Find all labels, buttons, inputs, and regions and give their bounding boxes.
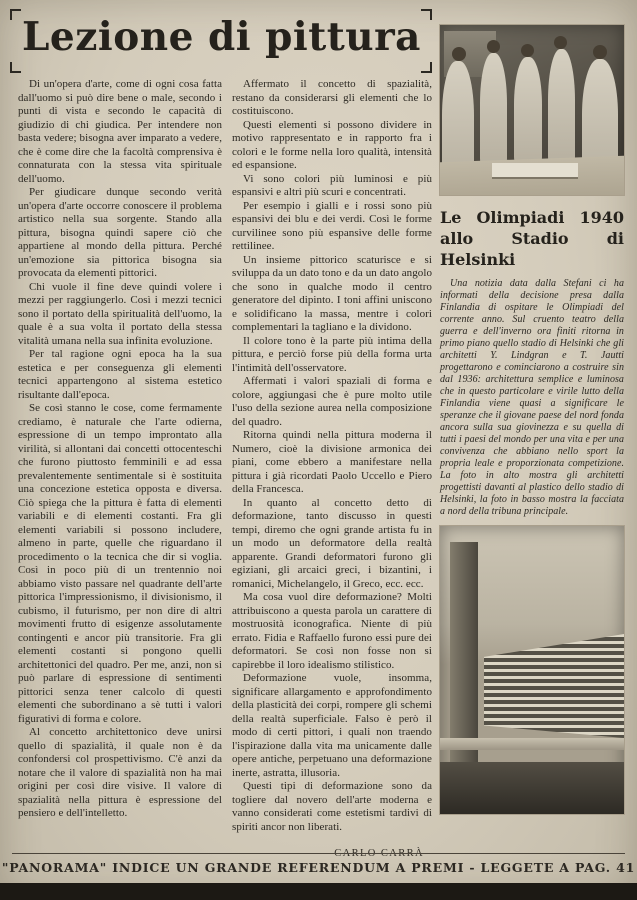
footer-banner: "PANORAMA" INDICE UN GRANDE REFERENDUM A PREMI - LEGGETE A PAG. 41 [1, 860, 636, 875]
photo-shape [521, 44, 534, 57]
photo-shape [554, 36, 567, 49]
photo-shape [452, 47, 466, 61]
photo-shape [484, 634, 624, 738]
paragraph: Deformazione vuole, insomma, significare allargamento e approfondimento della plasticità dei corpi, rompere gli schemi della realtà superficiale. Falso è però il modo di certi pittori, i quali non traendo l'ispirazione dalla vita ma unicamente dalle opere antiche, perpetuano una deformazione inerte, astratta, illusoria. [232, 672, 432, 779]
architects-with-model-photo [440, 25, 624, 195]
paragraph: Affermato il concetto di spazialità, restano da considerarsi gli elementi che lo costituiscono. [232, 78, 432, 117]
photo-figure [548, 49, 575, 163]
crop-mark-icon [10, 62, 21, 73]
crop-mark-icon [421, 62, 432, 73]
paragraph: Se così stanno le cose, come fermamente crediamo, è naturale che l'arte odierna, espressione di un tempo improntato alla virilità, si allontani dai concetti ottocenteschi che furono piuttosto femminili e ad essa prevalentemente sentimentale si è sostituita una concezione estetica opposta e diversa. Ciò spiega che la pittura è fatta di elementi variabili e di elementi costanti. Fra gli elementi variabili si possono includere, almeno in parte, quelle che riguardano il procedimento o la tecnica che dir si voglia. Così in poco più di un trentennio noi abbiamo visto passare nel quadrante dell'arte pittorica l'impressionismo, il divisionismo, il cubismo, il futurismo, per non dire di altri movimenti frutto di esigenze assolutamente contingenti e ancor più transitorie. Fra gli elementi costanti si pongono quelli architettonici del quadro. Per me, anzi, non si può parlare di espressione di sentimenti pittorici senza tener calcolo di questi elementi che subordinano a sè tutti i valori figurativi di forma e colore. [18, 402, 222, 725]
paragraph: Per esempio i gialli e i rossi sono più espansivi dei blu e dei verdi. Così le forme curvilinee sono più espansive delle forme rettilinee. [232, 199, 432, 252]
paragraph: Al concetto architettonico deve unirsi quello di spazialità, il quale non è da confondersi col prospettivismo. C'è anzi da notare che il valore di spazialità non ha mai origini per così dire visive. Il valore di spazialità nella pittura è espressione del pensiero e dell'intelletto. [18, 726, 222, 819]
side-title-line: allo Stadio di Helsinki [440, 229, 624, 269]
paragraph: Ma cosa vuol dire deformazione? Molti attribuiscono a questa parola un carattere di mostruosità iconografica. Niente di più errato. Fidia e Raffaello furono essi pure dei deformatori. Se così non fosse non si capirebbe il loro idealismo stilistico. [232, 591, 432, 671]
photo-shape [487, 40, 500, 53]
main-article-title: Lezione di pittura [22, 14, 421, 60]
paragraph: Questi elementi si possono dividere in motivo rappresentato e in rapporto fra i colori e le forme nella loro qualità, intensità ed espansione. [232, 118, 432, 171]
article-column-2 [232, 78, 432, 856]
paragraph: Vi sono colori più luminosi e più espansivi e altri più scuri e concentrati. [232, 172, 432, 198]
photo-figure [514, 57, 542, 163]
paragraph: Chi vuole il fine deve quindi volere i mezzi per raggiungerlo. Così i mezzi tecnici sono il portato della spiritualità dell'uomo, la quale è a sua volta il portato della stessa vitalità umana nella sua infinita evoluzione. [18, 280, 222, 347]
stadium-facade-photo [440, 526, 624, 814]
paragraph: Ritorna quindi nella pittura moderna il Numero, cioè la divisione armonica dei piani, come ebbero a manifestare nella pittura i già ricordati Paolo Uccello e Piero della Francesca. [232, 429, 432, 495]
photo-shape [593, 45, 607, 59]
photo-shape [440, 738, 624, 750]
article-column-1 [18, 78, 222, 856]
divider [12, 853, 625, 854]
paragraph: Di un'opera d'arte, come di ogni cosa fatta dall'uomo si può dire bene o male, secondo i punti di vista e secondo le capacità di giudizio di chi giudica. Per intendere non basta vedere; bisogna aver imparato a vedere, che è come dire che la facoltà comprensiva è connaturata con la stessa vita spirituale dell'uomo. [18, 78, 222, 185]
paragraph: Il colore tono è la parte più intima della pittura, e perciò forse più della forma urta l'intimità dell'osservatore. [232, 334, 432, 374]
photo-figure [480, 53, 507, 165]
side-article-body: Una notizia data dalla Stefani ci ha informati della decisione presa dalla Finlandia di ospitare le Olimpiadi del corrente anno. Sul cruento teatro della guerra e dell'inverno ora finiti ritorna in primo piano quello stadio di Helsinki che gli architetti Y. Lindgran e T. Jautti progettarono e cominciarono a costruire sin dal 1936: architettura semplice e luminosa che in questo particolare e virile lutto della Finlandia viene quasi a significare le speranze che il giovane paese del nord fonda ancora sulla sua giovinezza e su quella di tutti i paesi del mondo per una vita e per una convivenza che abbiano nello sport la propria leale e proporzionata competizione. La foto in alto mostra gli architetti progettisti davanti al plastico dello stadio di Helsinki, la foto in basso mostra la facciata a nord della tribuna principale. [440, 278, 624, 517]
paragraph: Per giudicare dunque secondo verità un'opera d'arte occorre conoscere il problema artistico nella sua sorgente. Stando alla pittura, bisogna quindi sapere ciò che appartiene al mondo della pittura. Perché un'emozione sia pittorica bisogna sia provocata da elementi pittorici. [18, 186, 222, 279]
paragraph: Un insieme pittorico scaturisce e si sviluppa da un dato tono e da un dato angolo che sono in qualche modo il centro generatore del dipinto. I toni affini uniscono e solidificano la massa, mentre i colori complementari la tagliano e la dividono. [232, 253, 432, 333]
author-byline: CARLO CARRÀ [334, 848, 424, 856]
side-title-line: Le Olimpiadi 1940 [440, 208, 624, 227]
side-article-title [440, 207, 624, 270]
paragraph: Affermati i valori spaziali di forma e colore, aggiungasi che è pure molto utile l'uso della sezione aurea nella composizione del quadro. [232, 375, 432, 428]
paragraph: Per tal ragione ogni epoca ha la sua estetica e per conseguenza gli elementi tecnici appartengono al sistema estetico risultante dall'epoca. [18, 348, 222, 401]
crop-mark-icon [10, 9, 21, 20]
side-column [440, 25, 624, 814]
page-edge-bar [0, 883, 637, 900]
photo-shape [440, 762, 624, 814]
paragraph: Questi tipi di deformazione sono da togliere dal novero dell'arte moderna e vanno considerati come estetismi tardivi di spiriti ancor non liberati. [232, 780, 432, 833]
photo-shape [492, 163, 578, 177]
paragraph: In quanto al concetto detto di deformazione, tanto discusso in questi tempi, diremo che ogni grande artista fu in un modo un deformatore della realtà apparente. Grandi deformatori furono gli egiziani, gli arcaici greci, i bizantini, i romanici, Michelangelo, il Greco, ecc. ecc. [232, 496, 432, 590]
